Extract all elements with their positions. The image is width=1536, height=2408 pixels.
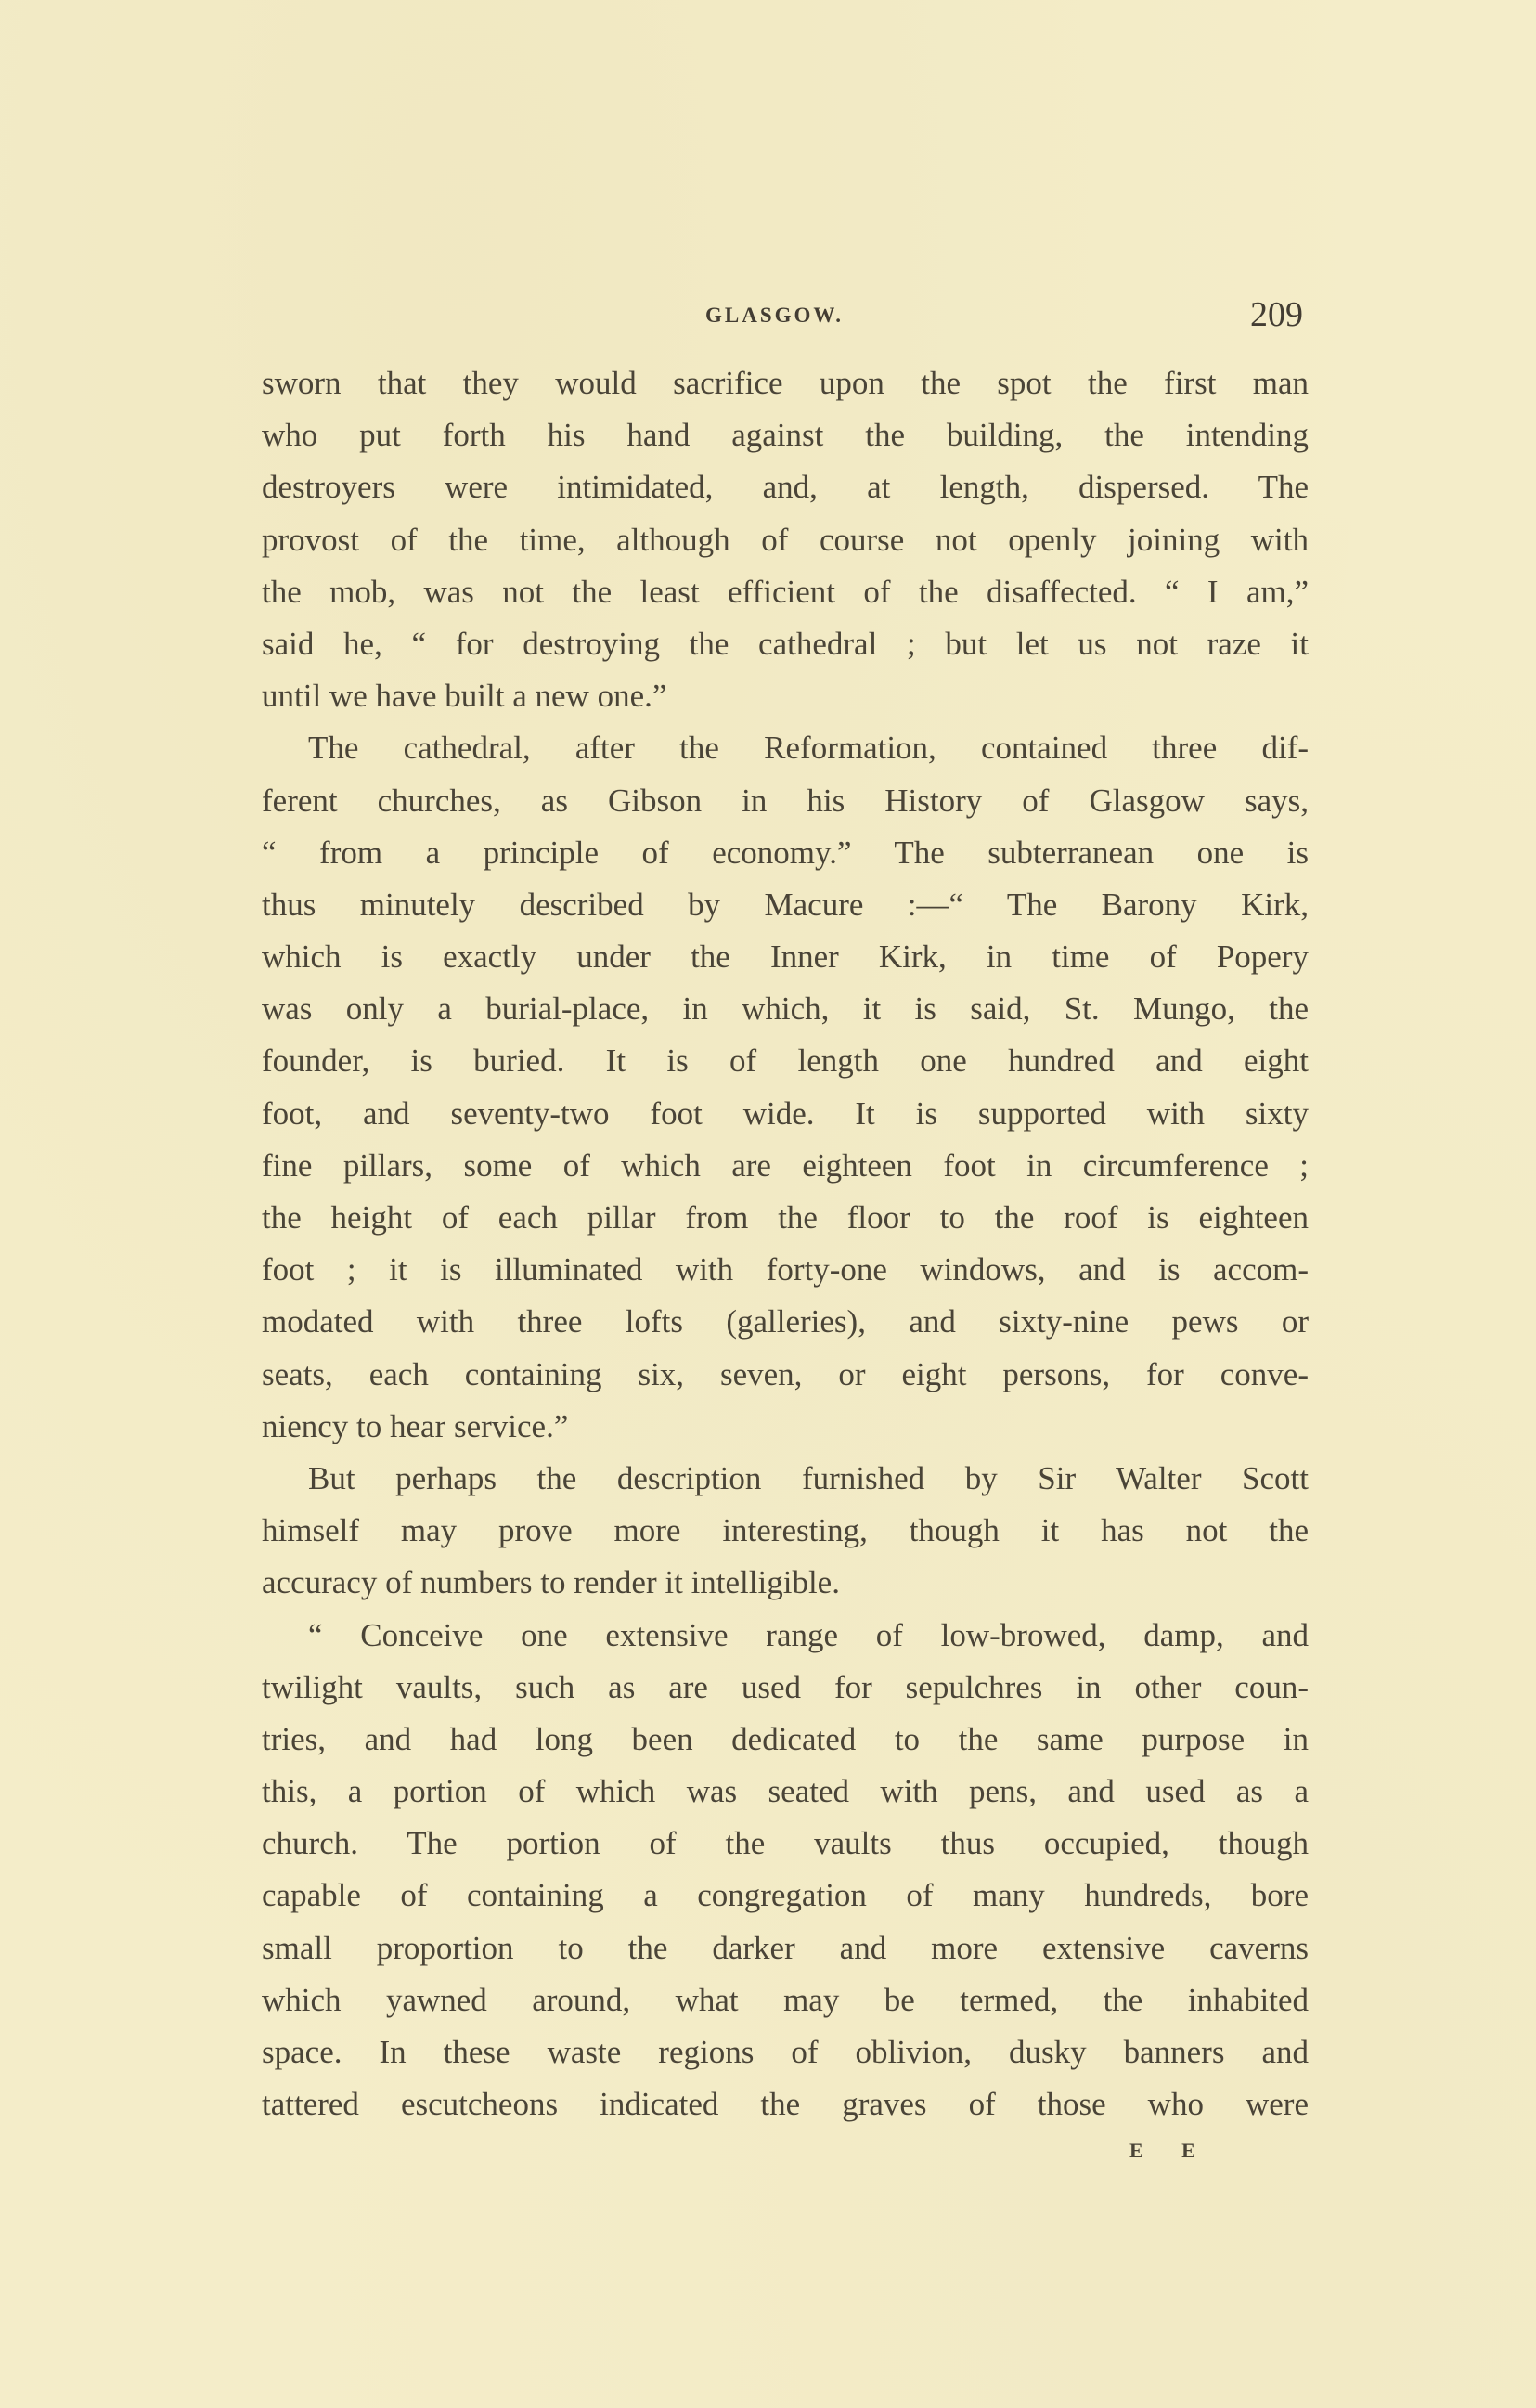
- text-line: destroyers were intimidated, and, at length, dispersed. The: [262, 469, 1309, 506]
- page-number: 209: [1250, 295, 1303, 334]
- text-line: thus minutely described by Macure :—“ The Barony Kirk,: [262, 886, 1309, 923]
- text-line: which is exactly under the Inner Kirk, in time of Popery: [262, 939, 1309, 976]
- text-line: which yawned around, what may be termed, the inhabited: [262, 1981, 1309, 2018]
- text-line: the mob, was not the least efficient of the disaffected. “ I am,”: [262, 573, 1309, 610]
- text-line: fine pillars, some of which are eighteen foot in circumference ;: [262, 1146, 1309, 1184]
- text-line: twilight vaults, such as are used for sepulchres in other coun-: [262, 1668, 1309, 1705]
- text-line: modated with three lofts (galleries), and sixty-nine pews or: [262, 1303, 1309, 1340]
- text-line: provost of the time, although of course not openly joining with: [262, 521, 1309, 558]
- text-line: this, a portion of which was seated with pens, and used as a: [262, 1773, 1309, 1810]
- text-line: small proportion to the darker and more extensive caverns: [262, 1929, 1309, 1966]
- text-line: The cathedral, after the Reformation, contained three dif-: [308, 730, 1309, 767]
- text-line: “ Conceive one extensive range of low-browed, damp, and: [308, 1616, 1309, 1653]
- text-line: foot ; it is illuminated with forty-one windows, and is accom-: [262, 1251, 1309, 1288]
- text-line: until we have built a new one.”: [262, 678, 667, 715]
- running-title: GLASGOW.: [705, 304, 845, 327]
- text-line: was only a burial-place, in which, it is said, St. Mungo, the: [262, 990, 1309, 1028]
- text-line: who put forth his hand against the building, the intending: [262, 417, 1309, 454]
- running-head: [262, 295, 1309, 332]
- text-line: said he, “ for destroying the cathedral ; but let us not raze it: [262, 625, 1309, 662]
- text-line: But perhaps the description furnished by Sir Walter Scott: [308, 1459, 1309, 1496]
- body-text: [262, 357, 1309, 2130]
- text-line: accuracy of numbers to render it intelligible.: [262, 1564, 840, 1601]
- text-line: founder, is buried. It is of length one hundred and eight: [262, 1042, 1309, 1080]
- text-line: space. In these waste regions of oblivion, dusky banners and: [262, 2034, 1309, 2070]
- text-line: capable of containing a congregation of many hundreds, bore: [262, 1877, 1309, 1914]
- text-line: seats, each containing six, seven, or eight persons, for conve-: [262, 1355, 1309, 1392]
- text-line: the height of each pillar from the floor to the roof is eighteen: [262, 1199, 1309, 1236]
- text-line: sworn that they would sacrifice upon the spot the first man: [262, 365, 1309, 401]
- text-line: foot, and seventy-two foot wide. It is supported with sixty: [262, 1094, 1309, 1132]
- text-line: church. The portion of the vaults thus occupied, though: [262, 1825, 1309, 1862]
- text-line: himself may prove more interesting, though it has not the: [262, 1512, 1309, 1549]
- text-line: “ from a principle of economy.” The subterranean one is: [262, 834, 1309, 871]
- text-line: ferent churches, as Gibson in his History of Glasgow says,: [262, 782, 1309, 819]
- text-line: tries, and had long been dedicated to the same purpose in: [262, 1720, 1309, 1757]
- text-line: niency to hear service.”: [262, 1407, 569, 1444]
- signature-mark: E E: [1129, 2139, 1212, 2162]
- text-line: tattered escutcheons indicated the graves of those who were: [262, 2086, 1309, 2123]
